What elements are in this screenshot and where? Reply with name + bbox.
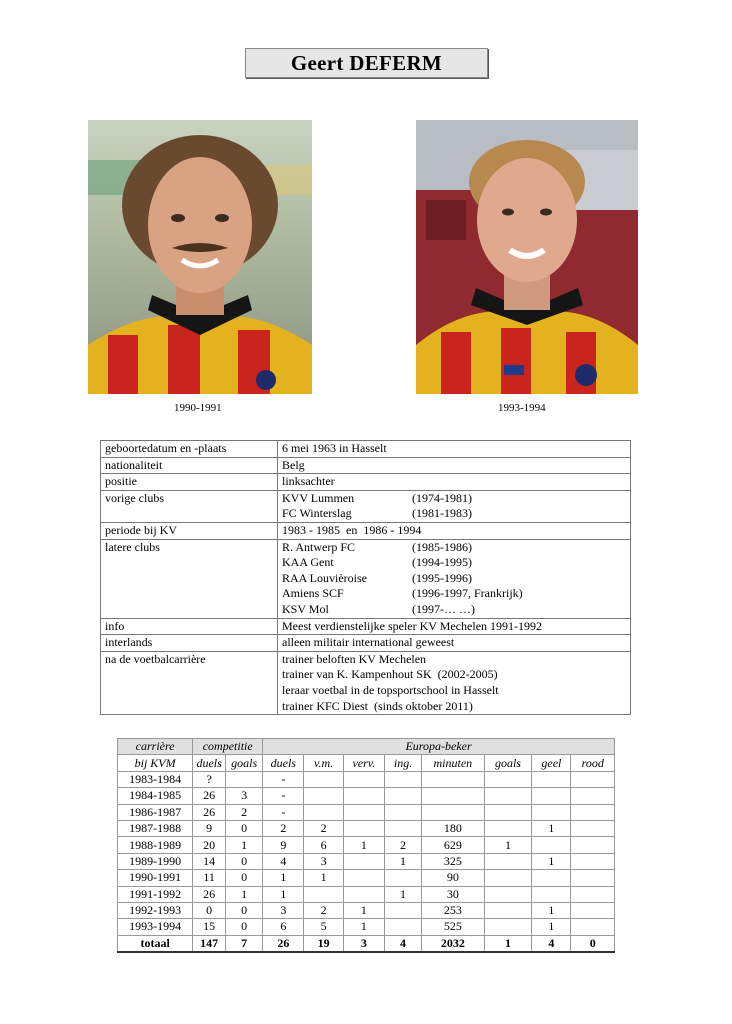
stat-cell: [484, 853, 532, 869]
stat-cell: [571, 788, 615, 804]
header-europe: Europa-beker: [263, 739, 615, 755]
total-cell: 3: [343, 935, 384, 952]
stat-cell: [422, 788, 485, 804]
stat-cell: 1: [343, 837, 384, 853]
club-line: [282, 540, 626, 556]
stat-cell: 2: [304, 820, 343, 836]
stat-cell: 180: [422, 820, 485, 836]
stat-cell: -: [263, 804, 304, 820]
club-years: (1981-1983): [412, 506, 472, 521]
stat-cell: [484, 788, 532, 804]
stat-cell: [484, 820, 532, 836]
header-cell: goals: [226, 755, 263, 771]
season-cell: 1986-1987: [118, 804, 193, 820]
info-row-period: [101, 522, 631, 539]
total-cell: 19: [304, 935, 343, 952]
stat-cell: [484, 886, 532, 902]
stat-cell: [385, 820, 422, 836]
stat-cell: 14: [193, 853, 226, 869]
info-row-previous-clubs: [101, 490, 631, 522]
photo-caption: 1990-1991: [174, 402, 222, 414]
info-row-after-career: [101, 651, 631, 714]
after-career-line: leraar voetbal in de topsportschool in Hasselt: [282, 682, 499, 697]
stat-cell: 1: [343, 902, 384, 918]
info-row-later-clubs: [101, 539, 631, 618]
stat-cell: [571, 837, 615, 853]
stat-cell: 0: [226, 853, 263, 869]
stat-cell: [422, 771, 485, 787]
stat-cell: [571, 919, 615, 935]
stat-cell: 1: [484, 837, 532, 853]
stat-cell: [343, 804, 384, 820]
info-value: [278, 539, 631, 618]
info-row-position: [101, 474, 631, 491]
total-cell: 147: [193, 935, 226, 952]
stat-cell: [343, 870, 384, 886]
stat-cell: [532, 804, 571, 820]
stat-cell: [484, 870, 532, 886]
player-photo-1990-1991: [88, 120, 312, 394]
stat-cell: [571, 820, 615, 836]
after-career-line: trainer KFC Diest (sinds oktober 2011): [282, 698, 473, 713]
info-label: interlands: [101, 635, 278, 652]
header-cell: rood: [571, 755, 615, 771]
header-cell: duels: [193, 755, 226, 771]
header-competition: competitie: [193, 739, 263, 755]
stat-cell: -: [263, 771, 304, 787]
stat-cell: 1: [532, 919, 571, 935]
stat-cell: 0: [226, 902, 263, 918]
stat-cell: 9: [193, 820, 226, 836]
stat-cell: [571, 771, 615, 787]
header-cell: bij KVM: [118, 755, 193, 771]
stat-cell: [571, 804, 615, 820]
info-value: Belg: [278, 457, 631, 474]
stat-cell: [385, 902, 422, 918]
stat-cell: [385, 771, 422, 787]
stat-cell: 2: [263, 820, 304, 836]
info-value: 6 mei 1963 in Hasselt: [278, 441, 631, 458]
stat-cell: [484, 771, 532, 787]
stat-cell: 26: [193, 788, 226, 804]
table-row: [118, 837, 615, 853]
stat-cell: -: [263, 788, 304, 804]
club-name: Amiens SCF: [282, 586, 344, 601]
total-cell: 7: [226, 935, 263, 952]
stat-cell: 2: [226, 804, 263, 820]
stat-cell: [385, 804, 422, 820]
player-info-table: [100, 440, 631, 715]
table-row: [118, 853, 615, 869]
club-line: [282, 602, 626, 618]
header-cell: minuten: [422, 755, 485, 771]
season-cell: 1989-1990: [118, 853, 193, 869]
stat-cell: [343, 771, 384, 787]
stat-cell: 3: [304, 853, 343, 869]
stat-cell: 20: [193, 837, 226, 853]
player-photo-1993-1994: [416, 120, 638, 394]
stat-cell: [532, 886, 571, 902]
stat-cell: [304, 886, 343, 902]
info-label: na de voetbalcarrière: [101, 651, 278, 714]
total-label: totaal: [118, 935, 193, 952]
info-row-info: [101, 618, 631, 635]
stat-cell: 1: [532, 853, 571, 869]
table-row: [118, 870, 615, 886]
stat-cell: 4: [263, 853, 304, 869]
stat-cell: [532, 771, 571, 787]
stat-cell: 253: [422, 902, 485, 918]
stat-cell: 629: [422, 837, 485, 853]
header-cell: ing.: [385, 755, 422, 771]
table-row: [118, 788, 615, 804]
club-years: (1995-1996): [412, 570, 472, 585]
stat-cell: [571, 886, 615, 902]
table-row: [118, 886, 615, 902]
club-name: KSV Mol: [282, 601, 329, 616]
season-cell: 1988-1989: [118, 837, 193, 853]
stat-cell: 1: [532, 820, 571, 836]
info-value: Meest verdienstelijke speler KV Mechelen 1991-1992: [278, 618, 631, 635]
stats-header-row-2: [118, 755, 615, 771]
stat-cell: [343, 886, 384, 902]
stat-cell: 2: [385, 837, 422, 853]
stat-cell: [532, 788, 571, 804]
total-cell: 1: [484, 935, 532, 952]
stat-cell: 1: [343, 919, 384, 935]
stat-cell: [304, 788, 343, 804]
info-value: alleen militair international geweest: [278, 635, 631, 652]
club-name: KVV Lummen: [282, 490, 355, 505]
season-cell: 1991-1992: [118, 886, 193, 902]
table-row: [118, 902, 615, 918]
club-line: [282, 555, 626, 571]
stat-cell: 1: [532, 902, 571, 918]
stat-cell: 30: [422, 886, 485, 902]
stat-cell: 5: [304, 919, 343, 935]
stat-cell: 525: [422, 919, 485, 935]
club-line: [282, 586, 626, 602]
club-years: (1997-… …): [412, 601, 475, 616]
stat-cell: [343, 788, 384, 804]
stat-cell: 26: [193, 886, 226, 902]
info-label: nationaliteit: [101, 457, 278, 474]
info-label: periode bij KV: [101, 522, 278, 539]
table-row: [118, 919, 615, 935]
club-name: RAA Louvièroise: [282, 570, 367, 585]
info-label: geboortedatum en -plaats: [101, 441, 278, 458]
club-line: [282, 506, 626, 522]
stat-cell: 15: [193, 919, 226, 935]
stat-cell: [226, 771, 263, 787]
stat-cell: 6: [304, 837, 343, 853]
stat-cell: [484, 804, 532, 820]
stat-cell: 9: [263, 837, 304, 853]
stat-cell: [385, 788, 422, 804]
total-cell: 4: [532, 935, 571, 952]
info-label: positie: [101, 474, 278, 491]
total-cell: 2032: [422, 935, 485, 952]
total-cell: 26: [263, 935, 304, 952]
info-label: vorige clubs: [101, 490, 278, 522]
info-label: latere clubs: [101, 539, 278, 618]
season-cell: 1983-1984: [118, 771, 193, 787]
stat-cell: 0: [226, 919, 263, 935]
stat-cell: [343, 853, 384, 869]
info-value: 1983 - 1985 en 1986 - 1994: [278, 522, 631, 539]
stat-cell: 325: [422, 853, 485, 869]
club-line: [282, 571, 626, 587]
stat-cell: [532, 837, 571, 853]
info-label: info: [101, 618, 278, 635]
club-years: (1994-1995): [412, 555, 472, 570]
stat-cell: 6: [263, 919, 304, 935]
photo-caption: 1993-1994: [498, 402, 546, 414]
stat-cell: 0: [226, 820, 263, 836]
stat-cell: 1: [385, 853, 422, 869]
stat-cell: [571, 870, 615, 886]
season-cell: 1993-1994: [118, 919, 193, 935]
season-cell: 1984-1985: [118, 788, 193, 804]
stat-cell: 11: [193, 870, 226, 886]
total-cell: 0: [571, 935, 615, 952]
stat-cell: [385, 870, 422, 886]
stat-cell: [571, 902, 615, 918]
stat-cell: [304, 771, 343, 787]
club-name: FC Winterslag: [282, 506, 352, 521]
season-cell: 1990-1991: [118, 870, 193, 886]
stat-cell: 1: [263, 886, 304, 902]
stat-cell: 1: [226, 837, 263, 853]
stat-cell: [532, 870, 571, 886]
stat-cell: 1: [263, 870, 304, 886]
total-cell: 4: [385, 935, 422, 952]
header-cell: duels: [263, 755, 304, 771]
club-years: (1996-1997, Frankrijk): [412, 586, 523, 601]
season-cell: 1992-1993: [118, 902, 193, 918]
stat-cell: [484, 902, 532, 918]
info-row-nationality: [101, 457, 631, 474]
info-value: [278, 490, 631, 522]
info-row-birth: [101, 441, 631, 458]
stat-cell: [343, 820, 384, 836]
stat-cell: 90: [422, 870, 485, 886]
page-title: Geert DEFERM: [245, 48, 488, 78]
stat-cell: 26: [193, 804, 226, 820]
stat-cell: 0: [193, 902, 226, 918]
stat-cell: [484, 919, 532, 935]
stat-cell: ?: [193, 771, 226, 787]
club-years: (1985-1986): [412, 539, 472, 554]
header-cell: verv.: [343, 755, 384, 771]
table-row: [118, 771, 615, 787]
stat-cell: 0: [226, 870, 263, 886]
table-row: [118, 804, 615, 820]
header-cell: v.m.: [304, 755, 343, 771]
club-years: (1974-1981): [412, 490, 472, 505]
stat-cell: 1: [385, 886, 422, 902]
after-career-line: trainer van K. Kampenhout SK (2002-2005): [282, 667, 498, 682]
header-cell: geel: [532, 755, 571, 771]
stat-cell: [422, 804, 485, 820]
club-name: R. Antwerp FC: [282, 539, 356, 554]
info-value: linksachter: [278, 474, 631, 491]
stat-cell: [304, 804, 343, 820]
total-row: [118, 935, 615, 952]
career-stats-table: [117, 738, 615, 953]
header-cell: goals: [484, 755, 532, 771]
stat-cell: [385, 919, 422, 935]
season-cell: 1987-1988: [118, 820, 193, 836]
stat-cell: 2: [304, 902, 343, 918]
stat-cell: 3: [263, 902, 304, 918]
header-career: carrière: [118, 739, 193, 755]
after-career-line: trainer beloften KV Mechelen: [282, 651, 427, 666]
stats-header-row-1: [118, 739, 615, 755]
club-name: KAA Gent: [282, 555, 334, 570]
stat-cell: 1: [304, 870, 343, 886]
stat-cell: 3: [226, 788, 263, 804]
club-line: [282, 491, 626, 507]
info-row-interlands: [101, 635, 631, 652]
table-row: [118, 820, 615, 836]
stat-cell: 1: [226, 886, 263, 902]
info-value: [278, 651, 631, 714]
stat-cell: [571, 853, 615, 869]
